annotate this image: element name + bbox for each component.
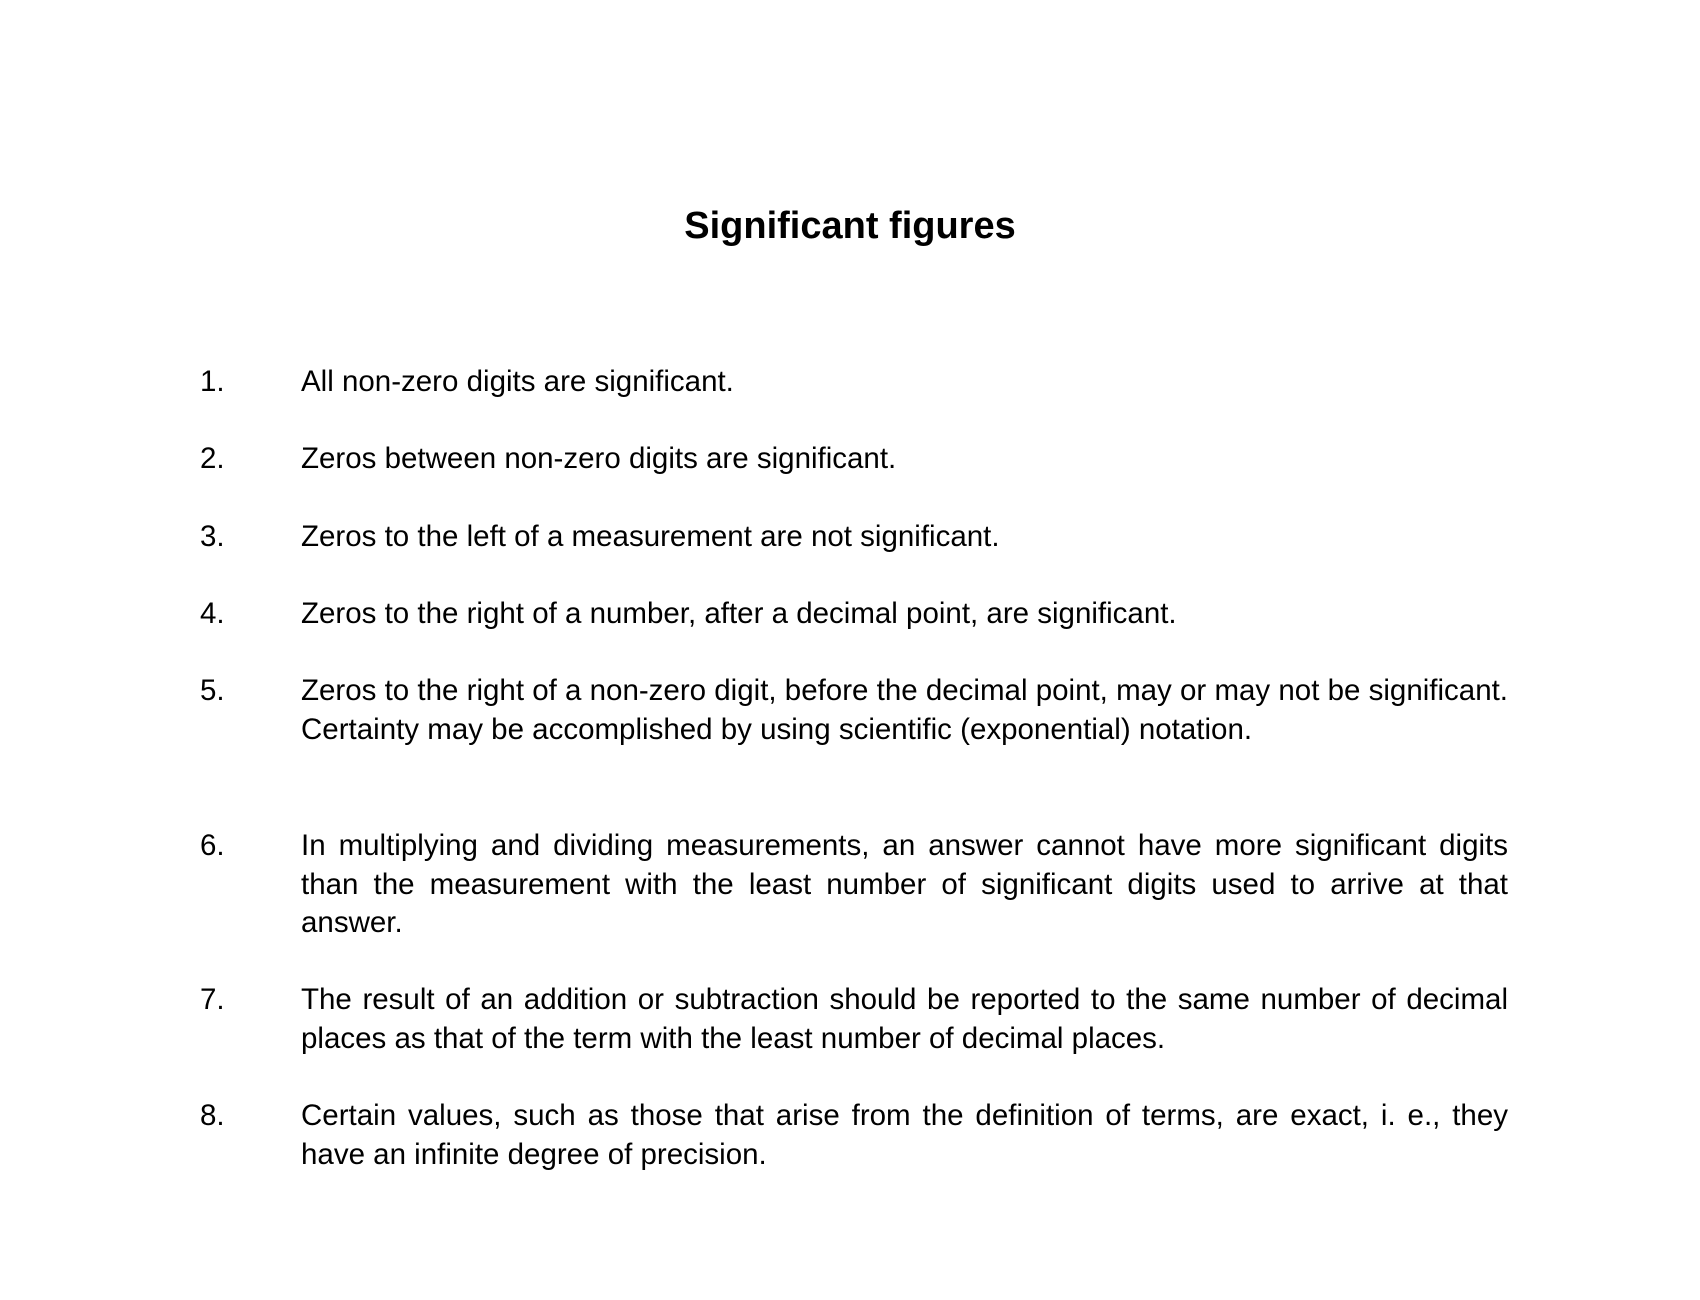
list-item-number: 2. bbox=[200, 442, 225, 475]
list-item-number: 5. bbox=[200, 674, 225, 707]
list-item-text: The result of an addition or subtraction should be reported to the same number of decimal places as that of the term with the least number of decimal places. bbox=[301, 983, 1508, 1055]
list-item-number: 3. bbox=[200, 520, 225, 553]
list-item-text: Zeros between non-zero digits are significant. bbox=[301, 442, 897, 475]
list-item-number: 6. bbox=[200, 829, 225, 862]
list-item-text: Zeros to the right of a non-zero digit, before the decimal point, may or may not be significant. Certainty may be accomplished by using scientific (exponential) notation. bbox=[301, 674, 1508, 746]
list-item-text: In multiplying and dividing measurements, an answer cannot have more significant digits than the measurement with the least number of significant digits used to arrive at that answer. bbox=[301, 829, 1508, 939]
list-item-text: Zeros to the left of a measurement are not significant. bbox=[301, 520, 1000, 553]
list-item-number: 8. bbox=[200, 1099, 225, 1132]
list-item-number: 4. bbox=[200, 597, 225, 630]
list-item-text: Zeros to the right of a number, after a decimal point, are significant. bbox=[301, 597, 1177, 630]
list-item-number: 1. bbox=[200, 365, 225, 398]
list-item-text: Certain values, such as those that arise from the definition of terms, are exact, i. e., they have an infinite degree of precision. bbox=[301, 1099, 1508, 1171]
list-item-text: All non-zero digits are significant. bbox=[301, 365, 734, 398]
page-title: Significant figures bbox=[684, 205, 1016, 247]
list-item-number: 7. bbox=[200, 983, 225, 1016]
